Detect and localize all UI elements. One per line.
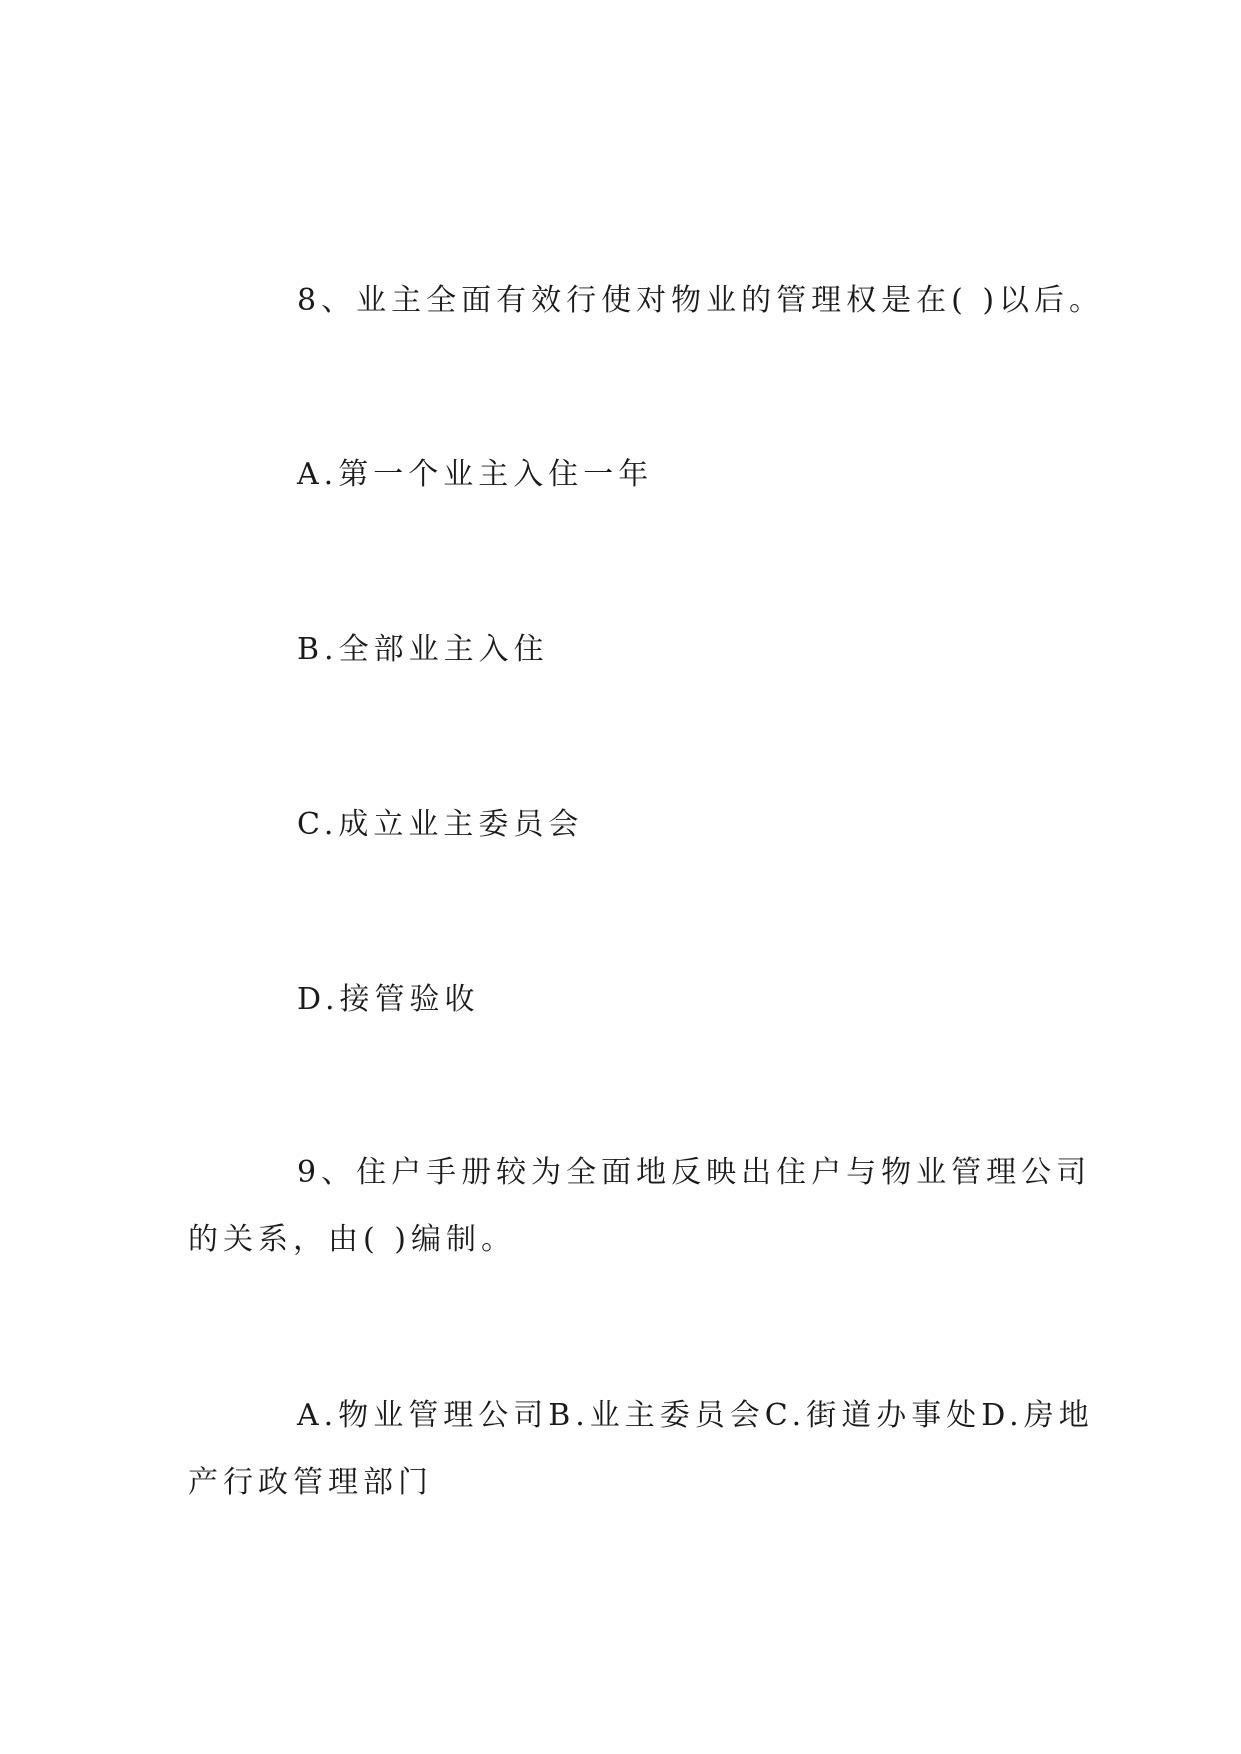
question-8-option-a: A.第一个业主入住一年 (297, 457, 654, 492)
question-8-option-b: B.全部业主入住 (297, 632, 549, 667)
question-8-option-c: C.成立业主委员会 (297, 807, 584, 842)
question-9-stem-line-2: 的关系，由( )编制。 (188, 1222, 516, 1257)
question-9-options-line-2: 产行政管理部门 (188, 1465, 433, 1500)
question-8-option-d: D.接管验收 (297, 982, 480, 1017)
question-9-options-line-1: A.物业管理公司B.业主委员会C.街道办事处D.房地 (297, 1398, 1094, 1433)
question-8-stem: 8、业主全面有效行使对物业的管理权是在( )以后。 (297, 283, 1105, 318)
question-9-stem-line-1: 9、住户手册较为全面地反映出住户与物业管理公司 (297, 1155, 1092, 1190)
